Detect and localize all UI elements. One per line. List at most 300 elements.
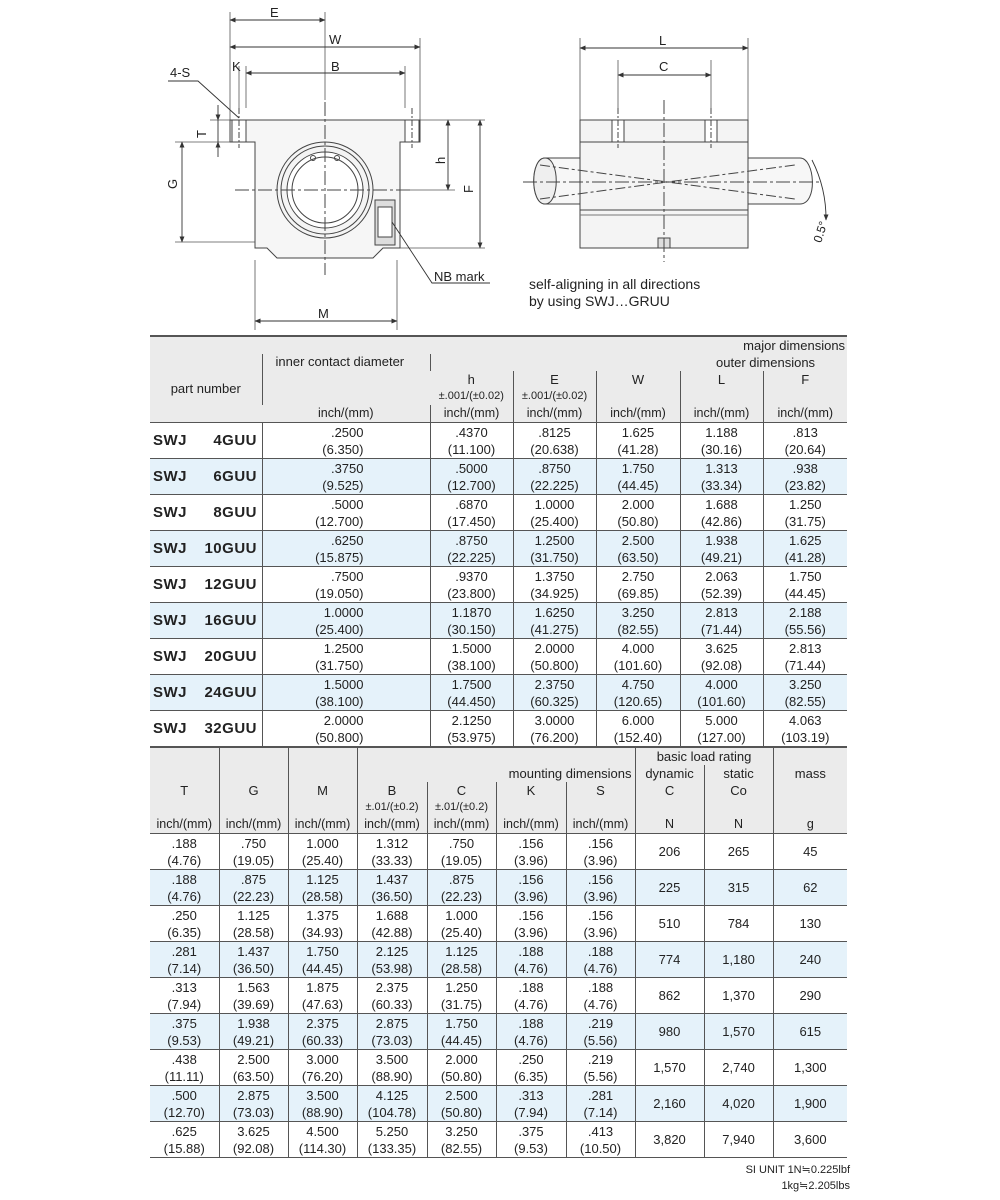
M-cell-inch: 1.125: [306, 871, 339, 887]
F-cell-inch: 2.813: [789, 640, 822, 656]
M-cell-mm: (34.93): [301, 924, 344, 940]
F-cell-inch: .813: [792, 424, 818, 440]
M-cell: [288, 1122, 357, 1158]
h-cell-mm: (17.450): [447, 513, 496, 529]
mass-cell: 1,900: [773, 1086, 847, 1122]
unit-M: inch/(mm): [288, 816, 357, 834]
L-cell-inch: 2.813: [705, 604, 738, 620]
angle-label: 0.5°: [810, 219, 831, 245]
inner-diameter-cell: [262, 639, 430, 675]
dynamic-header: dynamic: [635, 765, 704, 782]
F-cell-inch: 1.750: [789, 568, 822, 584]
M-cell-mm: (28.58): [301, 888, 344, 904]
S-cell-mm: (5.56): [583, 1032, 618, 1048]
K-cell: [496, 1086, 566, 1122]
G-cell: [219, 1050, 288, 1086]
table-row: [150, 1122, 847, 1158]
inner-diameter-cell-inch: .5000: [330, 496, 364, 512]
part-size: 8GUU: [213, 504, 257, 521]
W-cell-inch: 4.000: [621, 640, 655, 656]
W-cell-inch: 6.000: [621, 712, 655, 728]
B-cell-inch: 2.125: [375, 943, 409, 959]
M-cell-mm: (88.90): [301, 1104, 344, 1120]
K-cell-inch: .156: [518, 835, 544, 851]
M-cell-inch: 4.500: [306, 1123, 339, 1139]
W-cell: [596, 423, 680, 459]
dim-label-S: 4-S: [170, 65, 191, 80]
C-cell: [427, 1122, 496, 1158]
dim-label-h: h: [433, 156, 448, 164]
unit-K: inch/(mm): [496, 816, 566, 834]
mass-cell: 615: [773, 1014, 847, 1050]
part-size: 16GUU: [204, 612, 257, 629]
caption-line-2: by using SWJ…GRUU: [529, 293, 670, 309]
E-cell-inch: .8125: [538, 424, 571, 440]
B-cell-inch: 5.250: [375, 1123, 409, 1139]
inner-diameter-cell-inch: .7500: [330, 568, 364, 584]
B-cell-mm: (133.35): [367, 1140, 417, 1156]
table-row: [150, 495, 847, 531]
col-static-Co-header: Co: [704, 782, 773, 799]
K-cell-mm: (4.76): [514, 996, 548, 1012]
table-row: [150, 906, 847, 942]
F-cell: [763, 639, 847, 675]
L-cell: [680, 459, 763, 495]
G-cell: [219, 1086, 288, 1122]
L-cell-mm: (92.08): [700, 657, 743, 673]
F-cell-mm: (31.75): [784, 513, 826, 529]
S-cell-mm: (3.96): [583, 924, 618, 940]
C-cell: [427, 978, 496, 1014]
static-load-cell: 4,020: [704, 1086, 773, 1122]
B-cell-mm: (36.50): [371, 888, 413, 904]
inner-diameter-cell: [262, 495, 430, 531]
B-cell: [357, 870, 427, 906]
part-series: SWJ: [153, 504, 188, 521]
inner-diameter-cell-inch: 1.5000: [323, 676, 364, 692]
inner-diameter-cell-inch: 1.0000: [323, 604, 364, 620]
h-cell-inch: 1.1870: [451, 604, 492, 620]
inner-diameter-cell-mm: (15.875): [315, 549, 364, 565]
col-G-header: G: [219, 782, 288, 799]
mass-cell: 240: [773, 942, 847, 978]
K-cell-mm: (3.96): [514, 924, 548, 940]
E-cell-mm: (76.200): [530, 729, 579, 745]
nb-mark-label: NB mark: [434, 269, 485, 284]
part-number-cell: [150, 423, 262, 459]
F-cell-inch: 1.625: [789, 532, 822, 548]
static-load-cell: 1,570: [704, 1014, 773, 1050]
inner-diameter-cell-inch: .3750: [330, 460, 364, 476]
T-cell-mm: (6.35): [167, 924, 202, 940]
L-cell-inch: 1.313: [705, 460, 738, 476]
inner-diameter-cell: [262, 603, 430, 639]
C-cell-inch: 1.125: [445, 943, 478, 959]
C-cell-inch: 2.500: [445, 1087, 478, 1103]
part-series: SWJ: [153, 720, 188, 737]
dynamic-load-cell: 3,820: [635, 1122, 704, 1158]
L-cell-inch: 1.188: [705, 424, 738, 440]
G-cell: [219, 978, 288, 1014]
W-cell-mm: (50.80): [617, 513, 659, 529]
part-number-cell: [150, 639, 262, 675]
inner-diameter-cell-inch: 1.2500: [323, 640, 364, 656]
E-cell-mm: (60.325): [530, 693, 579, 709]
T-cell-inch: .625: [171, 1123, 197, 1139]
F-cell-mm: (44.45): [784, 585, 826, 601]
S-cell-inch: .413: [587, 1123, 614, 1139]
G-cell-inch: 1.125: [237, 907, 270, 923]
C-cell-inch: .750: [448, 835, 475, 851]
inner-diameter-cell-mm: (19.050): [315, 585, 364, 601]
inner-diameter-cell: [262, 423, 430, 459]
inner-diameter-cell-inch: 2.0000: [323, 712, 364, 728]
dim-label-L: L: [659, 33, 667, 48]
tolerance-E: ±.001/(±0.02): [513, 388, 596, 405]
part-number-cell: [150, 495, 262, 531]
G-cell-mm: (49.21): [232, 1032, 275, 1048]
table-row: [150, 1050, 847, 1086]
table-row: [150, 423, 847, 459]
F-cell-inch: 1.250: [789, 496, 822, 512]
part-size: 10GUU: [204, 540, 257, 557]
K-cell-inch: .188: [518, 1015, 544, 1031]
table-row: [150, 1014, 847, 1050]
L-cell: [680, 675, 763, 711]
W-cell-inch: 4.750: [621, 676, 655, 692]
W-cell: [596, 531, 680, 567]
T-cell-mm: (7.94): [167, 996, 202, 1012]
M-cell: [288, 942, 357, 978]
E-cell-inch: 2.3750: [534, 676, 575, 692]
E-cell: [513, 603, 596, 639]
unit-mass: g: [773, 816, 847, 834]
F-cell-mm: (82.55): [784, 693, 826, 709]
mass-header: mass: [773, 765, 847, 782]
W-cell: [596, 639, 680, 675]
M-cell-mm: (76.20): [301, 1068, 344, 1084]
unit-F: inch/(mm): [763, 405, 847, 423]
inner-diameter-cell-mm: (31.750): [315, 657, 364, 673]
F-cell: [763, 675, 847, 711]
h-cell-mm: (11.100): [447, 441, 496, 457]
h-cell: [430, 459, 513, 495]
W-cell-inch: 1.750: [621, 460, 655, 476]
L-cell-mm: (33.34): [700, 477, 743, 493]
C-cell-inch: 3.250: [445, 1123, 478, 1139]
inner-diameter-cell: [262, 531, 430, 567]
col-M-header: M: [288, 782, 357, 799]
K-cell-inch: .375: [518, 1123, 544, 1139]
W-cell-mm: (152.40): [613, 729, 663, 745]
S-cell: [566, 1050, 635, 1086]
unit-inner: inch/(mm): [262, 405, 430, 423]
C-cell-mm: (19.05): [440, 852, 483, 868]
B-cell-mm: (33.33): [371, 852, 413, 868]
W-cell-mm: (101.60): [613, 657, 663, 673]
T-cell-inch: .375: [171, 1015, 197, 1031]
T-cell-mm: (4.76): [167, 852, 202, 868]
table-row: [150, 834, 847, 870]
W-cell: [596, 675, 680, 711]
M-cell-inch: 1.875: [306, 979, 339, 995]
dynamic-load-cell: 980: [635, 1014, 704, 1050]
W-cell: [596, 459, 680, 495]
K-cell: [496, 1050, 566, 1086]
col-K-header: K: [496, 782, 566, 799]
C-cell-inch: 1.250: [445, 979, 478, 995]
front-view: [230, 102, 420, 275]
T-cell-inch: .500: [171, 1087, 197, 1103]
E-cell: [513, 567, 596, 603]
L-cell: [680, 603, 763, 639]
C-cell-mm: (28.58): [440, 960, 483, 976]
h-cell-mm: (22.225): [447, 549, 496, 565]
table-row: [150, 870, 847, 906]
h-cell-inch: 1.5000: [451, 640, 492, 656]
S-cell-mm: (5.56): [583, 1068, 618, 1084]
W-cell-inch: 3.250: [621, 604, 655, 620]
C-cell-inch: 1.750: [445, 1015, 478, 1031]
tolerance-B: ±.01/(±0.2): [357, 799, 427, 816]
F-cell-mm: (20.64): [784, 441, 826, 457]
S-cell: [566, 1086, 635, 1122]
K-cell-mm: (3.96): [514, 888, 548, 904]
E-cell: [513, 423, 596, 459]
T-cell-mm: (4.76): [167, 888, 202, 904]
dynamic-load-cell: 1,570: [635, 1050, 704, 1086]
part-number-cell: [150, 531, 262, 567]
B-cell-mm: (60.33): [371, 996, 413, 1012]
B-cell-mm: (88.90): [371, 1068, 413, 1084]
L-cell-mm: (101.60): [697, 693, 746, 709]
G-cell: [219, 834, 288, 870]
L-cell-mm: (127.00): [697, 729, 746, 745]
G-cell-inch: 1.938: [237, 1015, 270, 1031]
E-cell: [513, 639, 596, 675]
col-W-header: W: [596, 371, 680, 388]
T-cell-inch: .188: [171, 871, 197, 887]
B-cell: [357, 1050, 427, 1086]
S-cell: [566, 978, 635, 1014]
B-cell: [357, 978, 427, 1014]
B-cell-inch: 2.875: [375, 1015, 409, 1031]
M-cell-inch: 3.000: [306, 1051, 339, 1067]
B-cell-mm: (73.03): [371, 1032, 413, 1048]
E-cell-mm: (25.400): [530, 513, 579, 529]
W-cell: [596, 603, 680, 639]
unit-static: N: [704, 816, 773, 834]
part-series: SWJ: [153, 576, 188, 593]
part-size: 32GUU: [204, 720, 257, 737]
L-cell-mm: (42.86): [700, 513, 743, 529]
K-cell: [496, 1122, 566, 1158]
K-cell: [496, 906, 566, 942]
G-cell-mm: (28.58): [232, 924, 275, 940]
part-size: 20GUU: [204, 648, 257, 665]
M-cell-mm: (47.63): [301, 996, 344, 1012]
static-load-cell: 1,370: [704, 978, 773, 1014]
static-load-cell: 784: [704, 906, 773, 942]
outer-dimensions-header: outer dimensions: [430, 354, 847, 371]
F-cell-mm: (71.44): [784, 657, 826, 673]
S-cell: [566, 906, 635, 942]
F-cell-inch: .938: [792, 460, 818, 476]
F-cell: [763, 495, 847, 531]
unit-W: inch/(mm): [596, 405, 680, 423]
S-cell-mm: (4.76): [583, 960, 618, 976]
dim-label-T: T: [194, 130, 209, 138]
h-cell-inch: 1.7500: [451, 676, 492, 692]
mass-cell: 3,600: [773, 1122, 847, 1158]
si-unit-line-1: SI UNIT 1N≒0.225lbf: [745, 1164, 850, 1176]
part-number-cell: [150, 567, 262, 603]
part-number-cell: [150, 675, 262, 711]
S-cell: [566, 1014, 635, 1050]
L-cell: [680, 531, 763, 567]
part-size: 24GUU: [204, 684, 257, 701]
unit-B: inch/(mm): [357, 816, 427, 834]
dynamic-load-cell: 510: [635, 906, 704, 942]
T-cell-inch: .281: [171, 943, 197, 959]
table-row: [150, 603, 847, 639]
unit-G: inch/(mm): [219, 816, 288, 834]
part-series: SWJ: [153, 648, 188, 665]
dim-label-B: B: [331, 59, 340, 74]
B-cell-inch: 1.312: [375, 835, 409, 851]
static-load-cell: 2,740: [704, 1050, 773, 1086]
M-cell: [288, 870, 357, 906]
h-cell: [430, 639, 513, 675]
E-cell-inch: 1.0000: [534, 496, 575, 512]
B-cell: [357, 1014, 427, 1050]
unit-h: inch/(mm): [430, 405, 513, 423]
M-cell-mm: (44.45): [301, 960, 344, 976]
G-cell: [219, 1122, 288, 1158]
inner-diameter-cell-mm: (25.400): [315, 621, 364, 637]
dim-label-C: C: [659, 59, 669, 74]
table-row: [150, 531, 847, 567]
S-cell: [566, 870, 635, 906]
F-cell-mm: (103.19): [781, 729, 830, 745]
M-cell-mm: (114.30): [298, 1140, 347, 1156]
table-row: [150, 459, 847, 495]
E-cell-mm: (22.225): [530, 477, 579, 493]
T-cell-inch: .438: [171, 1051, 197, 1067]
E-cell-inch: 1.3750: [534, 568, 575, 584]
K-cell: [496, 1014, 566, 1050]
inner-diameter-cell-inch: .2500: [330, 424, 364, 440]
static-load-cell: 265: [704, 834, 773, 870]
h-cell-mm: (12.700): [447, 477, 496, 493]
static-header: static: [704, 765, 773, 782]
unit-E: inch/(mm): [513, 405, 596, 423]
W-cell: [596, 711, 680, 747]
S-cell-inch: .156: [587, 835, 614, 851]
si-unit-note: [746, 1162, 850, 1194]
M-cell-inch: 1.750: [306, 943, 339, 959]
table-row: [150, 675, 847, 711]
F-cell: [763, 459, 847, 495]
S-cell-inch: .219: [587, 1015, 614, 1031]
L-cell-inch: 3.625: [705, 640, 738, 656]
unit-T: inch/(mm): [150, 816, 219, 834]
dim-label-E: E: [270, 5, 279, 20]
E-cell-inch: .8750: [538, 460, 571, 476]
B-cell-mm: (53.98): [371, 960, 413, 976]
W-cell-inch: 2.750: [621, 568, 655, 584]
h-cell-inch: .8750: [455, 532, 488, 548]
E-cell-mm: (20.638): [530, 441, 579, 457]
h-cell: [430, 531, 513, 567]
K-cell: [496, 978, 566, 1014]
W-cell: [596, 495, 680, 531]
S-cell-inch: .281: [587, 1087, 614, 1103]
E-cell-mm: (50.800): [530, 657, 579, 673]
C-cell: [427, 942, 496, 978]
C-cell-mm: (50.80): [440, 1068, 483, 1084]
h-cell-mm: (23.800): [447, 585, 496, 601]
E-cell-inch: 3.0000: [534, 712, 575, 728]
K-cell-mm: (7.94): [514, 1104, 548, 1120]
K-cell-inch: .313: [518, 1087, 544, 1103]
F-cell: [763, 603, 847, 639]
unit-S: inch/(mm): [566, 816, 635, 834]
col-T-header: T: [150, 782, 219, 799]
caption-line-1: self-aligning in all directions: [529, 276, 701, 292]
L-cell: [680, 423, 763, 459]
S-cell-inch: .188: [587, 979, 614, 995]
W-cell-inch: 2.500: [621, 532, 655, 548]
B-cell: [357, 906, 427, 942]
F-cell: [763, 423, 847, 459]
B-cell-mm: (104.78): [367, 1104, 417, 1120]
T-cell: [150, 906, 219, 942]
T-cell-mm: (9.53): [167, 1032, 202, 1048]
C-cell: [427, 870, 496, 906]
C-cell-inch: 1.000: [445, 907, 478, 923]
W-cell-mm: (63.50): [617, 549, 659, 565]
L-cell-inch: 2.063: [705, 568, 738, 584]
L-cell-mm: (49.21): [700, 549, 743, 565]
G-cell: [219, 870, 288, 906]
C-cell-mm: (25.40): [440, 924, 483, 940]
si-unit-line-2: 1kg≒2.205lbs: [781, 1180, 850, 1192]
h-cell-mm: (30.150): [447, 621, 496, 637]
table-row: [150, 567, 847, 603]
C-cell: [427, 906, 496, 942]
B-cell-inch: 3.500: [375, 1051, 409, 1067]
T-cell: [150, 870, 219, 906]
C-cell: [427, 1086, 496, 1122]
G-cell-inch: 1.437: [237, 943, 270, 959]
inner-diameter-cell-mm: (38.100): [315, 693, 364, 709]
S-cell-inch: .219: [587, 1051, 614, 1067]
part-number-cell: [150, 603, 262, 639]
L-cell-mm: (30.16): [700, 441, 743, 457]
G-cell-inch: .750: [240, 835, 267, 851]
h-cell: [430, 495, 513, 531]
S-cell-mm: (3.96): [583, 852, 618, 868]
h-cell: [430, 423, 513, 459]
G-cell-mm: (36.50): [232, 960, 275, 976]
h-cell-inch: .9370: [455, 568, 488, 584]
E-cell-inch: 1.2500: [534, 532, 575, 548]
col-L-header: L: [680, 371, 763, 388]
T-cell-inch: .250: [171, 907, 197, 923]
F-cell-inch: 3.250: [789, 676, 822, 692]
mass-cell: 290: [773, 978, 847, 1014]
